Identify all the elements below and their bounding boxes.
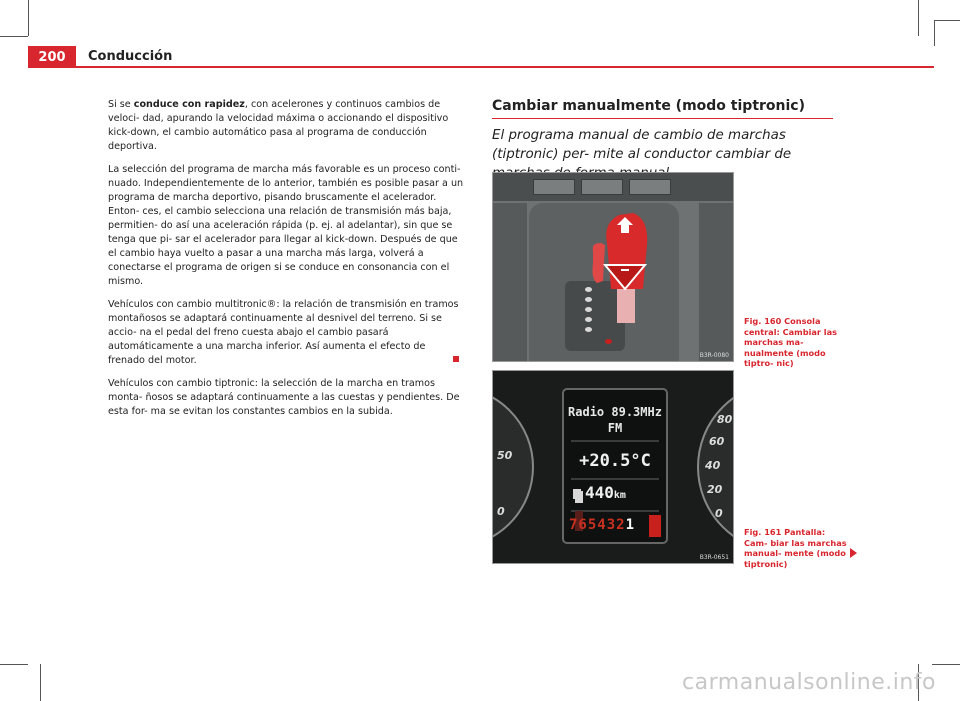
gauge-right-label: 80 [717, 413, 733, 426]
figure-display-image [492, 370, 734, 564]
crop-mark [934, 20, 960, 21]
gauge-right-label: 0 [715, 507, 723, 520]
gear-indicator [569, 517, 635, 533]
crop-mark [918, 0, 919, 36]
paragraph-1 [108, 98, 464, 154]
crop-mark [932, 664, 960, 665]
continue-arrow-icon [850, 548, 857, 558]
crop-mark [0, 36, 28, 37]
figure-code: B3R-0080 [699, 352, 729, 359]
gauge-right-label: 20 [707, 483, 723, 496]
text-span: Si se [108, 99, 134, 110]
figure-caption [744, 316, 849, 369]
lead-text: El programa manual de cambio de marchas (tiptronic) per- mite al conductor cambiar de [492, 128, 792, 162]
range-label [585, 483, 626, 502]
bold-text: conduce con rapidez [133, 99, 245, 110]
gate-dot [605, 339, 612, 344]
figure-caption [744, 527, 849, 569]
paragraph-4: Vehículos con cambio tiptronic: la selección de la marcha en tramos monta- ñosos se adaptará continuamente a las cuestas y pendientes. De esta for- ma se evitan los constantes cambios en la subida. [108, 378, 460, 417]
crop-mark [28, 0, 29, 36]
gauge-right-label: 60 [709, 435, 725, 448]
crop-mark [40, 664, 41, 701]
radio-label: Radio 89.3MHz [568, 405, 662, 419]
band-label: FM [607, 421, 623, 435]
paragraph-3: Vehículos con cambio multitronic®: la relación de transmisión en tramos montañosos se adaptará continuamente al desnivel del terreno. Si se accio- na el pedal del freno cuesta abajo el cambio pasará automáticamente a una marcha inferior. Así aumenta el efecto de frenado del motor. [108, 299, 459, 366]
page-number: 200 [28, 46, 76, 68]
temperature-label: +20.5°C [579, 451, 651, 471]
caption-label: Fig. 161 [744, 527, 782, 537]
range-unit: km [613, 490, 626, 501]
figure-console-image [492, 172, 734, 362]
paragraph-2: La selección del programa de marcha más favorable es un proceso conti- nuado. Independientemente de lo anterior, también es posible pasar a un programa de marcha deportivo, pisando bruscamente el acelerador. Enton- ces, el cambio selecciona una relación de transmisión más baja, permitien- do así una aceleración rápida (p. ej. al adelantar), sin que se tenga que pi- sar el acelerador para llegar al kick-down. Después de que el cambio haya vuelto a pasar a una marcha más larga, volverá a conectarse el programa de origen si se conduce en consonancia con el mismo. [108, 164, 464, 287]
section-title: Cambiar manualmente (modo tiptronic) [492, 98, 805, 114]
section-rule [492, 118, 833, 119]
gear-list: 765432 [569, 517, 626, 533]
gauge-right-label: 40 [705, 459, 721, 472]
console-button [629, 179, 671, 195]
gauge-left-label: 0 [497, 505, 505, 518]
caption-label: Fig. 160 [744, 316, 782, 326]
console-button [533, 179, 575, 195]
gear-lever-icon [589, 203, 659, 333]
text-span: , con acelerones y continuos cambios de veloci- dad, apurando la velocidad máxima o accionando el dispositivo kick-down, el cambio automático pasa al programa de conducción deportiva. [108, 99, 449, 152]
range-value: 440 [585, 483, 614, 502]
crop-mark [934, 20, 935, 46]
active-gear: 1 [625, 517, 636, 533]
console-side-right [699, 203, 733, 361]
header-rule [28, 66, 934, 68]
caption-text: Pantalla: Cam- biar las marchas manual- mente (modo tiptronic) [744, 527, 847, 569]
caption-text: Consola central: Cambiar las marchas ma- nualmente (modo tiptro- nic) [744, 316, 837, 368]
watermark: carmanualsonline.info [682, 670, 936, 695]
figure-code: B3R-0651 [699, 554, 729, 561]
left-column [108, 98, 464, 428]
crop-mark [0, 664, 28, 665]
fuel-icon [573, 489, 581, 499]
gauge-left-label: 50 [497, 449, 513, 462]
console-side-left [493, 203, 527, 361]
console-top-panel [493, 173, 733, 201]
chapter-title: Conducción [88, 49, 173, 64]
console-button [581, 179, 623, 195]
end-mark-icon [453, 356, 459, 362]
